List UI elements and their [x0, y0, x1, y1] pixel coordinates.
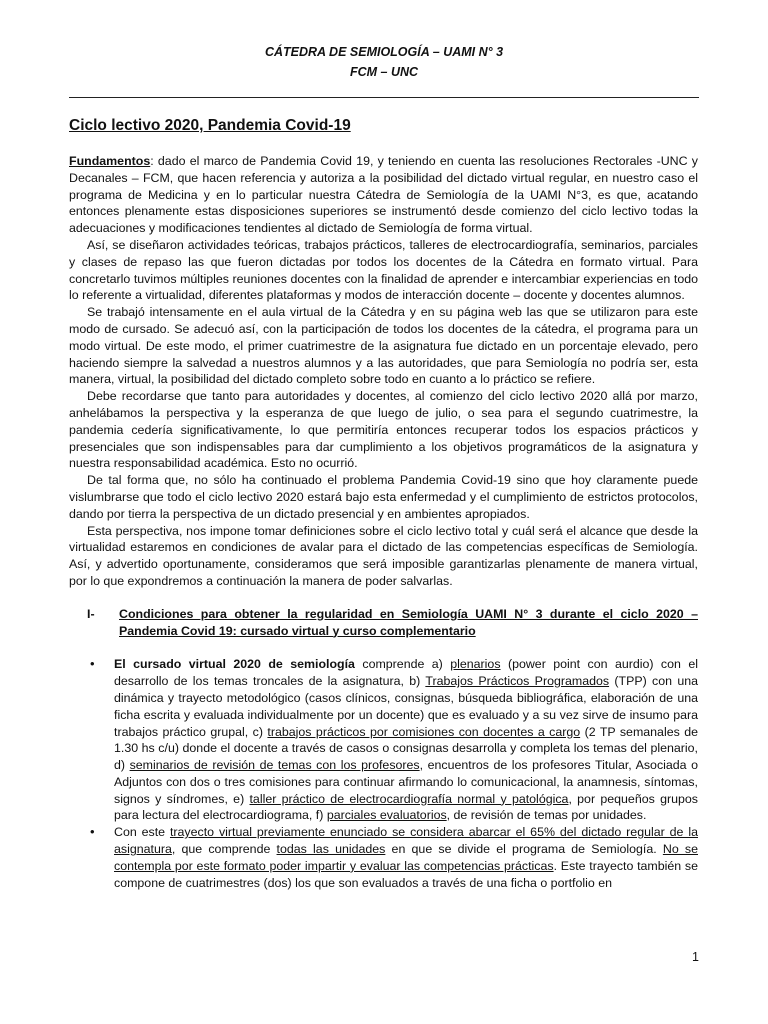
- paragraph-fundamentos: [69, 153, 698, 237]
- text-run: comprende a): [354, 657, 451, 672]
- paragraph-3: Se trabajó intensamente en el aula virtual de la Cátedra y en su página web las que se utilizaron para este modo de cursado. Se adecuó así, con la participación de todos los docentes de la cátedra, el programa para un modo virtual. De este modo, el primer cuatrimestre de la asignatura fue dictado en un porcentaje elevado, pero haciendo siempre la salvedad a nuestros alumnos y a las autoridades, que para Semiología no podría ser, esta manera, virtual, la posibilidad del dictado completo sobre todo en cuanto a lo práctico se refiere.: [69, 305, 698, 387]
- text-run: (power point con aurdio) con el desarrollo de los temas troncales de la asignatura, b): [114, 657, 698, 689]
- document-title: Ciclo lectivo 2020, Pandemia Covid-19: [69, 117, 351, 134]
- bullet-icon: •: [90, 656, 95, 672]
- text-run: , encuentros de los profesores Titular, Asociada o Adjuntos con dos o tres comisiones para continuar afirmando lo comunicacional, la anamnesis, síntomas, signos y síndromes, e): [114, 758, 698, 806]
- text-run: , por pequeños grupos para lectura del electrocardiograma, f): [114, 791, 698, 823]
- text-run: . Este trayecto también se compone de cuatrimestres (dos) los que son evaluados a través de una ficha o portfolio en: [114, 858, 699, 890]
- fundamentos-label: Fundamentos: [69, 154, 151, 168]
- underlined-term: plenarios: [450, 657, 501, 672]
- text-run: , de revisión de temas por unidades.: [446, 808, 647, 823]
- list-item: [69, 656, 698, 824]
- underlined-term: trayecto virtual previamente enunciado se considera abarcar el 65% del dictado regular de la asignatura: [114, 825, 698, 857]
- section-number: I-: [87, 606, 95, 621]
- text-run: en que se divide el programa de Semiología.: [385, 842, 663, 857]
- underlined-term: seminarios de revisión de temas con los profesores: [129, 758, 420, 773]
- underlined-term: taller práctico de electrocardiografía normal y patológica: [249, 791, 569, 806]
- text-run: Con este: [114, 825, 170, 840]
- bullet-icon: •: [90, 824, 95, 840]
- header-divider: [69, 97, 699, 98]
- underlined-term: trabajos prácticos por comisiones con docentes a cargo: [267, 724, 581, 739]
- text-run: (2 TP semanales de 1.30 hs c/u) donde el docente a través de casos o consignas desarrolla y completa los temas del plenario, d): [114, 724, 698, 773]
- section-title: Condiciones para obtener la regularidad en Semiología UAMI N° 3 durante el ciclo 2020 – Pandemia Covid 19: cursado virtual y curso complementario: [119, 606, 698, 638]
- underlined-term: parciales evaluatorios: [326, 808, 447, 823]
- section-heading: [69, 606, 698, 640]
- bullet-list: [69, 656, 698, 891]
- fundamentos-text: : dado el marco de Pandemia Covid 19, y teniendo en cuenta las resoluciones Rectorales -UNC y Decanales – FCM, que hacen referencia y autoriza a la posibilidad del dictado virtual regular, en nuestro caso el programa de Medicina y en lo particular nuestra Cátedra de Semiología de la UAMI N°3, es que, acatando entonces plenamente estas disposiciones superiores se instrumentó desde comienzo del ciclo lectivo todas la adecuaciones y modificaciones tendientes al dictado de Semiología de forma virtual.: [69, 154, 698, 236]
- paragraph-6: Esta perspectiva, nos impone tomar definiciones sobre el ciclo lectivo total y cuál será el alcance que desde la virtualidad estaremos en condiciones de avalar para el dictado de las competencias específicas de Semiología. Así, y advertido oportunamente, consideramos que será imposible garantizarlas plenamente de manera virtual, por lo que expondremos a continuación la manera de poder salvarlas.: [69, 523, 698, 588]
- list-item: [69, 824, 698, 891]
- underlined-term: No se contempla por este formato poder impartir y evaluar las competencias prácticas: [114, 842, 698, 873]
- paragraph-4: Debe recordarse que tanto para autoridades y docentes, al comienzo del ciclo lectivo 2020 allá por marzo, anhelábamos la perspectiva y la esperanza de que luego de julio, o sea para el segundo cuatrimestre, la pandemia cedería significativamente, lo que permitiría entonces recuperar todos los espacios prácticos y presenciales que son indispensables para dar cumplimiento a los objetivos programáticos de la asignatura y nuestra responsabilidad académica. Esto no ocurrió.: [69, 389, 698, 471]
- bullet-text: [114, 824, 698, 891]
- bullet-bold-lead: El cursado virtual 2020 de semiología: [114, 657, 355, 672]
- bullet-text: [114, 656, 698, 824]
- underlined-term: todas las unidades: [276, 842, 386, 857]
- text-run: , que comprende: [171, 842, 277, 857]
- text-run: (TPP) con una dinámica y trayecto metodológico (casos clínicos, consignas, búsqueda bibliográfica, elaboración de una ficha escrita y evaluada individualmente por un docente) que es evaluado y a su vez sirve de insumo para trabajos práctico grupal, c): [114, 674, 698, 739]
- page-number: 1: [692, 950, 699, 964]
- document-body: [69, 153, 698, 891]
- document-header: [0, 42, 768, 82]
- header-line-2: FCM – UNC: [349, 65, 419, 79]
- paragraph-2: Así, se diseñaron actividades teóricas, trabajos prácticos, talleres de electrocardiografía, seminarios, parciales y clases de repaso las que fueron dictadas por todos los docentes de la Cátedra en formato virtual. Para concretarlo tuvimos múltiples reuniones docentes con la finalidad de aprender e intercambiar experiencias en todo lo referente a virtualidad, diferentes plataformas y modos de interacción docente – docente y docentes alumnos.: [69, 237, 698, 303]
- header-line-1: CÁTEDRA DE SEMIOLOGÍA – UAMI N° 3: [264, 45, 504, 59]
- underlined-term: Trabajos Prácticos Programados: [425, 674, 610, 689]
- paragraph-5: De tal forma que, no sólo ha continuado el problema Pandemia Covid-19 sino que hoy claramente puede vislumbrarse que todo el ciclo lectivo 2020 estará bajo esta enfermedad y el cumplimiento de estrictos protocolos, dando por tierra la perspectiva de un dictado presencial y en ambientes apropiados.: [69, 473, 698, 521]
